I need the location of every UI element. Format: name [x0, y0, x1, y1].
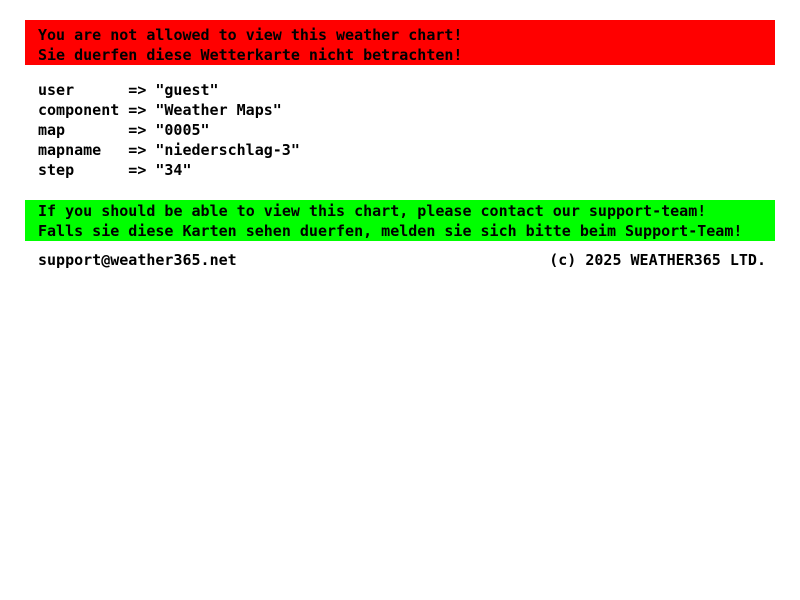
param-row-map: [38, 120, 775, 140]
request-details: [38, 80, 775, 180]
param-row-component: [38, 100, 775, 120]
param-value: "niederschlag-3": [155, 141, 300, 159]
param-arrow: =>: [128, 121, 147, 139]
param-key: user: [38, 81, 75, 99]
param-key: step: [38, 161, 75, 179]
access-denied-page: [0, 20, 800, 600]
copyright-notice: (c) 2025 WEATHER365 LTD.: [549, 251, 766, 269]
support-email: support@weather365.net: [38, 251, 237, 269]
param-row-step: [38, 160, 775, 180]
param-key: mapname: [38, 141, 102, 159]
param-row-mapname: [38, 140, 775, 160]
param-arrow: =>: [128, 101, 147, 119]
error-banner: [25, 20, 775, 65]
param-key: map: [38, 121, 66, 139]
param-arrow: =>: [128, 141, 147, 159]
param-value: "34": [155, 161, 192, 179]
error-banner-line-de: Sie duerfen diese Wetterkarte nicht betrachten!: [38, 46, 463, 64]
param-value: "Weather Maps": [155, 101, 282, 119]
param-value: "0005": [155, 121, 210, 139]
param-key: component: [38, 101, 120, 119]
param-value: "guest": [155, 81, 219, 99]
param-arrow: =>: [128, 81, 147, 99]
footer: [38, 250, 766, 270]
param-arrow: =>: [128, 161, 147, 179]
info-banner: [25, 200, 775, 241]
info-banner-line-de: Falls sie diese Karten sehen duerfen, melden sie sich bitte beim Support-Team!: [38, 222, 743, 240]
info-banner-line-en: If you should be able to view this chart, please contact our support-team!: [38, 202, 707, 220]
error-banner-line-en: You are not allowed to view this weather chart!: [38, 26, 463, 44]
param-row-user: [38, 80, 775, 100]
